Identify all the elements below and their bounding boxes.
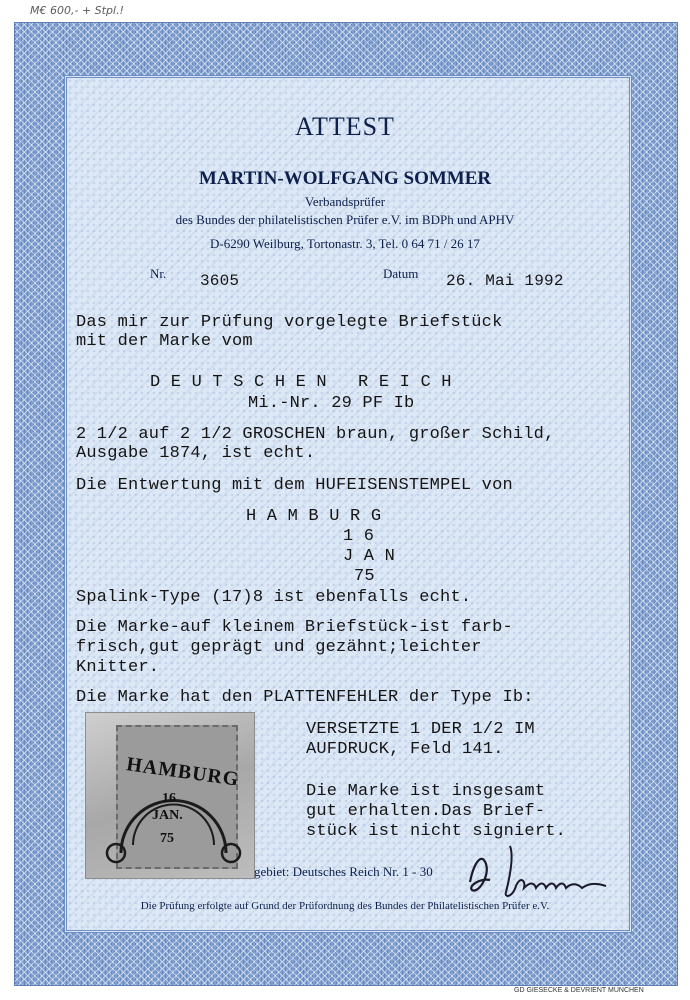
body-cancel-day: 1 6 xyxy=(343,527,375,546)
body-cancel-city: H A M B U R G xyxy=(246,507,382,526)
body-description-1: 2 1/2 auf 2 1/2 GROSCHEN braun, großer Schild, xyxy=(76,425,555,444)
date-label: Datum xyxy=(383,266,419,281)
examiner-role: Verbandsprüfer xyxy=(304,194,386,209)
examiner-name: MARTIN-WOLFGANG SOMMER xyxy=(198,168,492,189)
postmark-year: 75 xyxy=(160,831,174,846)
body-condition-1: Die Marke-auf kleinem Briefstück-ist farb- xyxy=(76,618,513,637)
postmark-month: JAN. xyxy=(152,808,183,823)
body-cancel-line: Die Entwertung mit dem HUFEISENSTEMPEL von xyxy=(76,476,513,495)
body-summary-1: Die Marke ist insgesamt xyxy=(306,782,546,801)
body-error-detail-1: VERSETZTE 1 DER 1/2 IM xyxy=(306,720,535,739)
body-summary-2: gut erhalten.Das Brief- xyxy=(306,802,546,821)
signature-icon xyxy=(460,842,620,904)
body-cancel-year: 75 xyxy=(354,567,375,586)
printer-mark: GD GIESECKE & DEVRIENT MÜNCHEN xyxy=(514,987,644,994)
body-country: D E U T S C H E N R E I C H xyxy=(150,373,452,392)
certificate-date: 26. Mai 1992 xyxy=(446,272,564,290)
body-summary-3: stück ist nicht signiert. xyxy=(306,822,567,841)
postmark-city: HAMBURG xyxy=(125,753,241,791)
body-condition-3: Knitter. xyxy=(76,658,160,677)
body-spalink-line: Spalink-Type (17)8 ist ebenfalls echt. xyxy=(76,588,472,607)
examiner-address: D-6290 Weilburg, Tortonastr. 3, Tel. 0 64 71 / 26 17 xyxy=(210,236,480,251)
nr-label: Nr. xyxy=(150,266,167,281)
handwritten-price-note: M€ 600,- + Stpl.! xyxy=(30,4,124,17)
body-line-2: mit der Marke vom xyxy=(76,332,253,351)
body-error-detail-2: AUFDRUCK, Feld 141. xyxy=(306,740,504,759)
certificate-title: ATTEST xyxy=(295,112,395,141)
body-cancel-month: J A N xyxy=(343,547,396,566)
body-description-2: Ausgabe 1874, ist echt. xyxy=(76,444,316,463)
footer-note: Die Prüfung erfolgte auf Grund der Prüfordnung des Bundes der Philatelistischen Prüfer e.V. xyxy=(140,900,550,912)
examiner-association: des Bundes der philatelistischen Prüfer e.V. im BDPh und APHV xyxy=(175,212,515,227)
stamp-photo xyxy=(85,712,255,879)
postmark-day: 16 xyxy=(162,791,176,806)
area-line: gebiet: Deutsches Reich Nr. 1 - 30 xyxy=(254,864,433,879)
body-line-1: Das mir zur Prüfung vorgelegte Briefstück xyxy=(76,313,503,332)
body-catalog-number: Mi.-Nr. 29 PF Ib xyxy=(248,394,415,413)
body-condition-2: frisch,gut geprägt und gezähnt;leichter xyxy=(76,638,482,657)
certificate-number: 3605 xyxy=(200,272,240,290)
body-error-line: Die Marke hat den PLATTENFEHLER der Type Ib: xyxy=(76,688,534,707)
